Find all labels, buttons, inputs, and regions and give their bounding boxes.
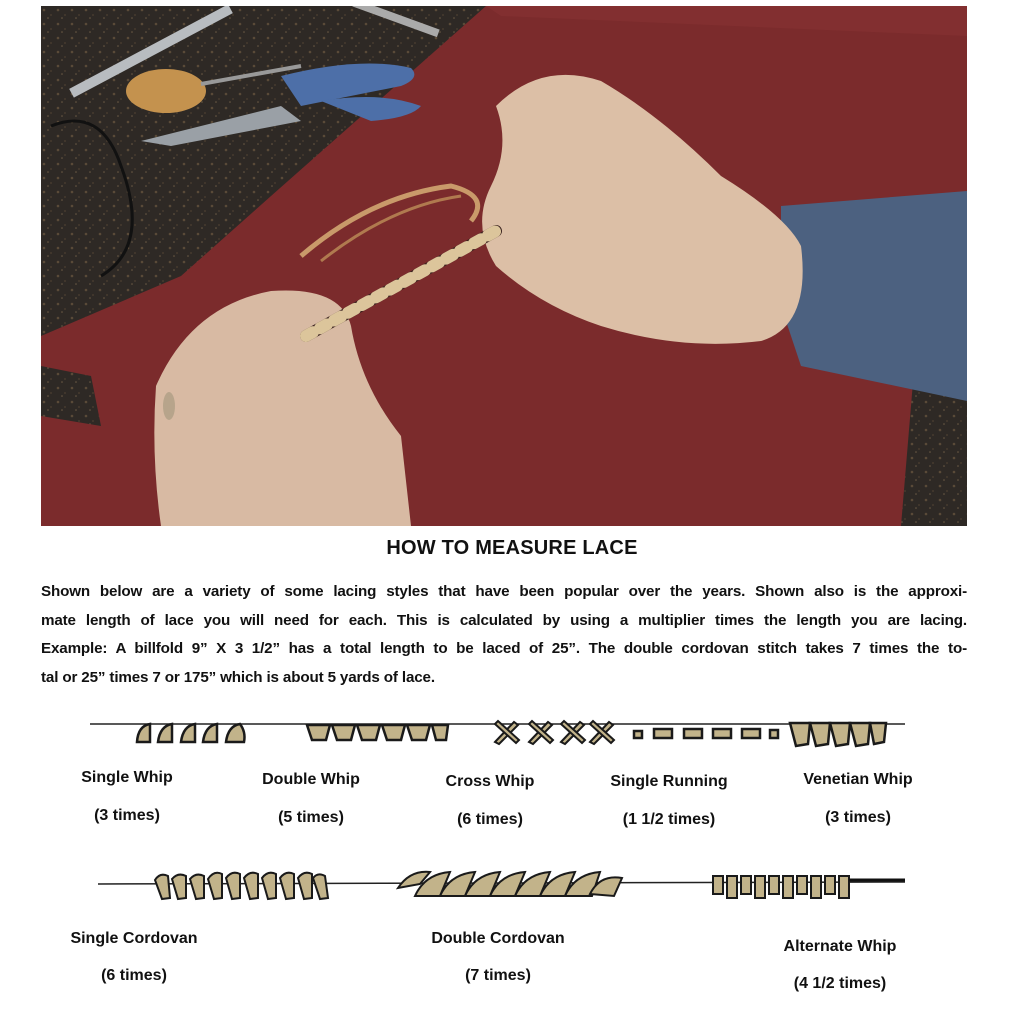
intro-line: tal or 25” times 7 or 175” which is about 5 yards of lace. [41, 668, 435, 686]
stitch-multiplier-single-whip: (3 times) [94, 807, 160, 824]
stitch-diagram-row-1 [0, 712, 1024, 757]
single-whip-illustration [137, 724, 245, 742]
double-whip-illustration [307, 725, 448, 740]
stitch-name-single-cordovan: Single Cordovan [70, 930, 198, 947]
stitch-multiplier-double-whip: (5 times) [278, 809, 344, 826]
intro-line: Shown below are a variety of some lacing styles that have been popular over the years. Shown also is the approxi- [41, 583, 967, 600]
stitch-name-venetian-whip: Venetian Whip [803, 771, 913, 788]
single-cordovan-illustration [155, 873, 328, 899]
stitch-multiplier-single-running: (1 1/2 times) [622, 811, 716, 828]
stitch-multiplier-cross-whip: (6 times) [457, 811, 523, 828]
single-running-illustration [634, 729, 778, 738]
intro-line: Example: A billfold 9” X 3 1/2” has a total length to be laced of 25”. The double cordovan stitch takes 7 times the to- [41, 640, 967, 657]
stitch-name-cross-whip: Cross Whip [445, 773, 535, 790]
alternate-whip-illustration [713, 876, 849, 898]
stitch-multiplier-single-cordovan: (6 times) [101, 967, 167, 984]
stitch-multiplier-alternate-whip: (4 1/2 times) [793, 975, 887, 992]
stitch-name-single-whip: Single Whip [81, 769, 173, 786]
stitch-name-double-cordovan: Double Cordovan [431, 930, 565, 947]
stitch-diagram-row-2 [0, 862, 1024, 912]
double-cordovan-illustration [398, 872, 622, 896]
intro-line: mate length of lace you will need for each. This is calculated by using a multiplier times the length you are lacing. [41, 611, 967, 629]
stitch-multiplier-double-cordovan: (7 times) [465, 967, 531, 984]
page-title: HOW TO MEASURE LACE [386, 537, 638, 559]
venetian-whip-illustration [790, 723, 886, 746]
photo-illustration [41, 6, 967, 526]
lacing-photo [41, 6, 967, 526]
stitch-name-single-running: Single Running [610, 773, 728, 790]
stitch-multiplier-venetian-whip: (3 times) [825, 809, 891, 826]
stitch-name-double-whip: Double Whip [262, 771, 360, 788]
stitch-name-alternate-whip: Alternate Whip [783, 938, 897, 955]
intro-paragraph [41, 578, 967, 692]
